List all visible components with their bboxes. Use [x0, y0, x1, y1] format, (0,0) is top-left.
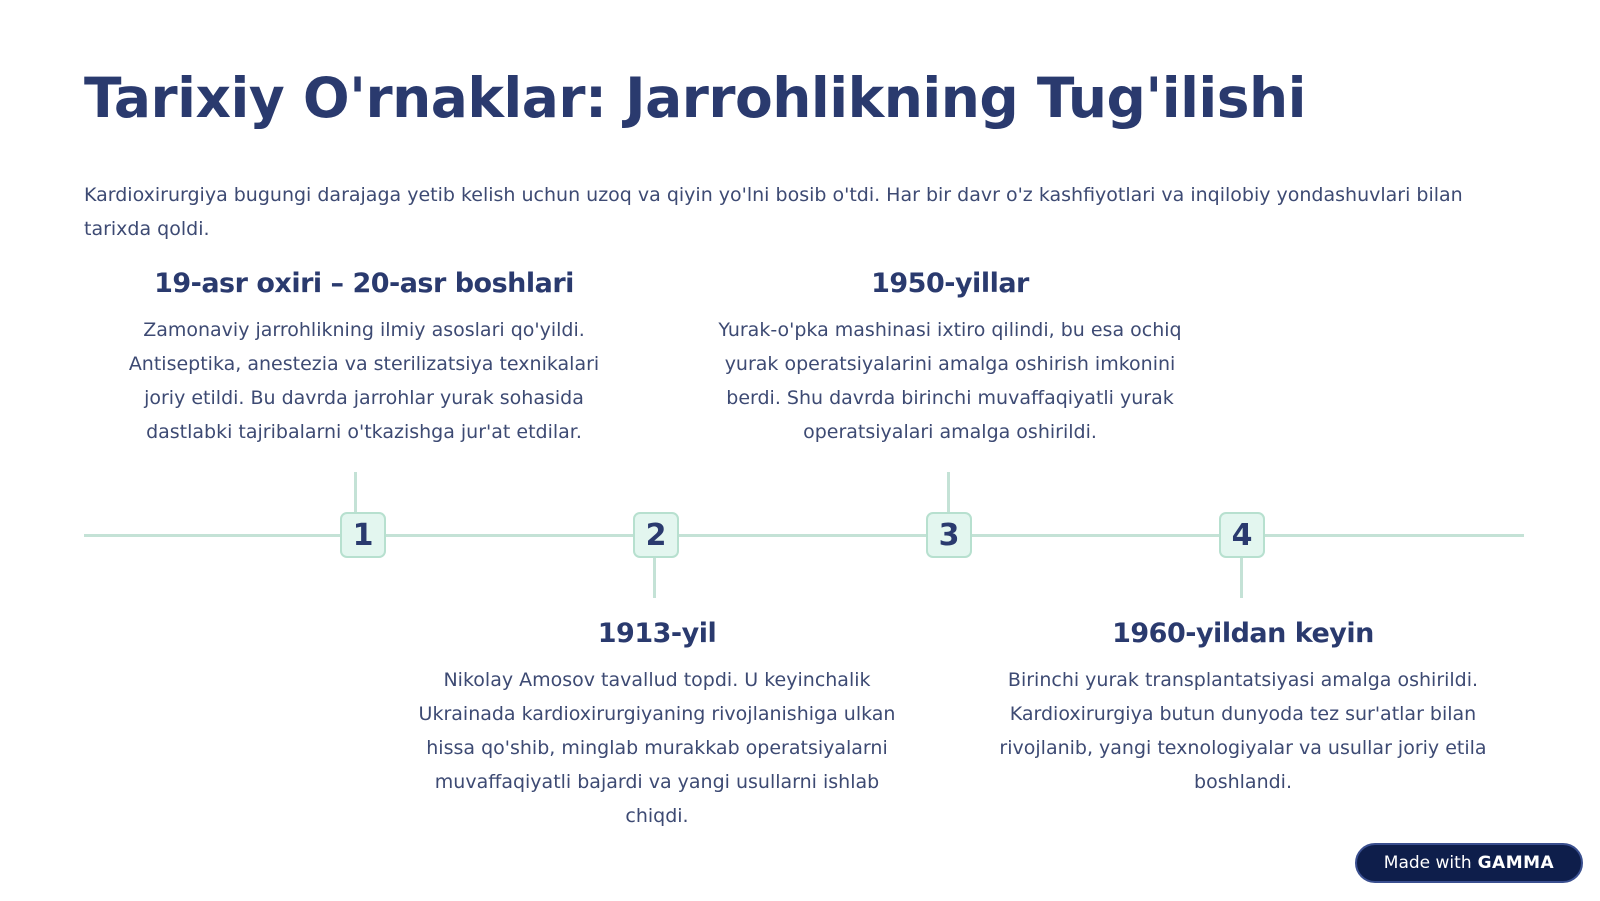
event-text: Birinchi yurak transplantatsiyasi amalga oshirildi. Kardioxirurgiya butun dunyoda tez sur'atlar bilan rivojlanib, yangi texnologiyalar va usullar joriy etila boshlandi.: [999, 669, 1487, 793]
connector-3: [947, 472, 950, 512]
timeline-marker-4: 4: [1219, 512, 1265, 558]
event-heading: 1913-yil: [597, 618, 717, 649]
event-text: Zamonaviy jarrohlikning ilmiy asoslari qo'yildi. Antiseptika, anestezia va sterilizatsiya texnikalari joriy etildi. Bu davrda jarrohlar yurak sohasida dastlabki tajribalarni o'tkazishga jur'at etdilar.: [128, 319, 600, 443]
timeline-marker-2: 2: [633, 512, 679, 558]
event-text: Yurak-o'pka mashinasi ixtiro qilindi, bu esa ochiq yurak operatsiyalarini amalga oshirish imkonini berdi. Shu davrda birinchi muvaffaqiyatli yurak operatsiyalari amalga oshirildi.: [718, 319, 1182, 443]
timeline-marker-1: 1: [340, 512, 386, 558]
connector-2: [653, 558, 656, 598]
timeline-event-4: [983, 618, 1503, 799]
event-heading: 1960-yildan keyin: [1112, 618, 1374, 649]
timeline-marker-3: 3: [926, 512, 972, 558]
event-heading: 19-asr oxiri – 20-asr boshlari: [154, 268, 574, 299]
connector-4: [1240, 558, 1243, 598]
gamma-logo: GAMMA: [1477, 853, 1555, 873]
timeline-event-2: [397, 618, 917, 833]
event-heading: 1950-yillar: [871, 268, 1029, 299]
made-with-gamma-badge[interactable]: [1355, 843, 1583, 883]
page-title: Tarixiy O'rnaklar: Jarrohlikning Tug'ilishi: [84, 66, 1307, 130]
badge-prefix: Made with: [1383, 853, 1472, 873]
timeline-event-1: [104, 268, 624, 449]
intro-text: Kardioxirurgiya bugungi darajaga yetib kelish uchun uzoq va qiyin yo'lni bosib o'tdi. Har bir davr o'z kashfiyotlari va inqilobiy yondashuvlari bilan tarixda qoldi.: [84, 184, 1463, 240]
timeline-event-3: [690, 268, 1210, 449]
connector-1: [354, 472, 357, 512]
timeline-axis: [84, 534, 1524, 537]
event-text: Nikolay Amosov tavallud topdi. U keyinchalik Ukrainada kardioxirurgiyaning rivojlanishiga ulkan hissa qo'shib, minglab murakkab operatsiyalarni muvaffaqiyatli bajardi va yangi usullarni ishlab chiqdi.: [418, 669, 896, 827]
